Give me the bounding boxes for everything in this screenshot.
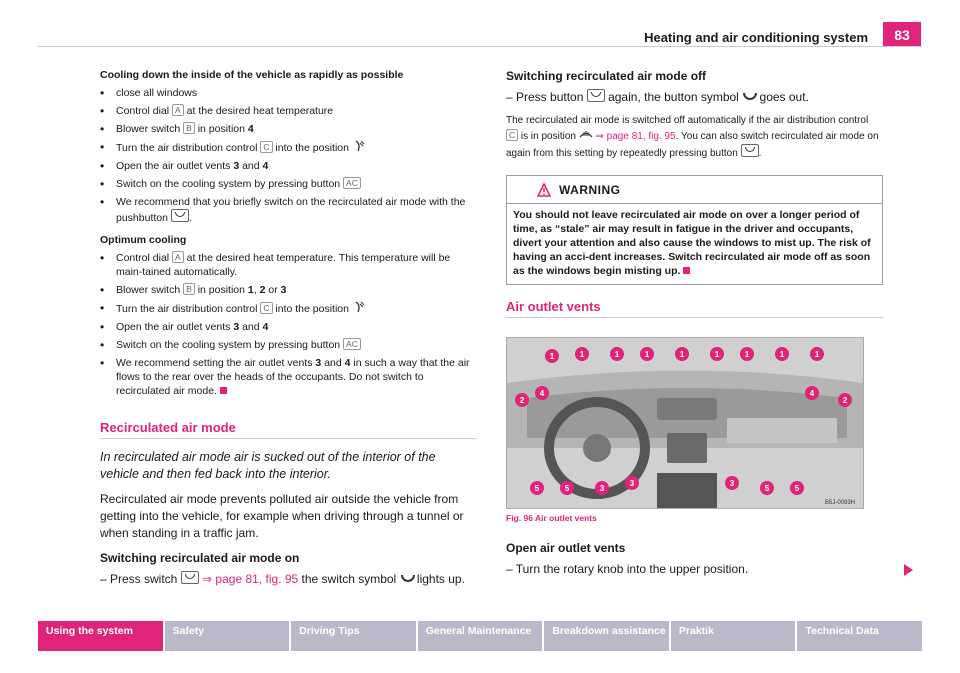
vent-number-badge (530, 481, 544, 495)
svg-text:1: 1 (714, 350, 720, 359)
air-distribution-icon (352, 301, 366, 313)
svg-text:5: 5 (794, 484, 800, 493)
svg-text:5: 5 (764, 484, 770, 493)
svg-text:1: 1 (579, 350, 585, 359)
vent-number-badge (805, 386, 819, 400)
recirculation-button-icon (741, 144, 759, 157)
svg-text:4: 4 (539, 389, 545, 398)
tab-using-the-system[interactable]: Using the system (38, 621, 163, 651)
tab-general-maintenance[interactable]: General Maintenance (418, 621, 543, 651)
figure-caption: Fig. 96 Air outlet vents (506, 513, 597, 523)
header-divider (38, 46, 922, 47)
svg-text:1: 1 (549, 352, 555, 361)
optimum-cooling-heading: Optimum cooling (100, 234, 187, 246)
open-vents-heading: Open air outlet vents (506, 541, 626, 555)
svg-text:3: 3 (629, 479, 635, 488)
control-key-c: C (260, 302, 272, 314)
tab-praktik[interactable]: Praktik (671, 621, 796, 651)
page-header-title: Heating and air conditioning system (644, 30, 868, 45)
svg-text:3: 3 (729, 479, 735, 488)
svg-text:4: 4 (809, 389, 815, 398)
list-item: • Turn the air distribution control C into the position (100, 301, 476, 316)
vent-number-badge (760, 481, 774, 495)
list-item: • We recommend setting the air outlet vents 3 and 4 in such a way that the air flows to the rear over the heads of the occupants. Do not switch to recirculated air mode. (100, 356, 476, 398)
air-outlet-vents-title: Air outlet vents (506, 299, 601, 314)
section-divider (506, 317, 883, 318)
vent-number-badge (725, 476, 739, 490)
list-item: • We recommend that you briefly switch on the recirculated air mode with the pushbutton . (100, 195, 476, 225)
control-key-c: C (260, 141, 272, 153)
vent-number-badge (515, 393, 529, 407)
recirculated-air-title: Recirculated air mode (100, 420, 236, 435)
recirculation-button-icon (171, 209, 189, 222)
tab-driving-tips[interactable]: Driving Tips (291, 621, 416, 651)
recirc-off-step: – Press button again, the button symbol goes out. (506, 90, 809, 104)
recirc-off-heading: Switching recirculated air mode off (506, 69, 707, 83)
page-number: 83 (883, 22, 921, 47)
dashboard-illustration (507, 338, 863, 508)
vent-number-badge (810, 347, 824, 361)
section-divider (100, 438, 476, 439)
control-key-b: B (183, 122, 195, 134)
vent-number-badge (740, 347, 754, 361)
list-item: • Control dial A at the desired heat temperature. This temperature will be main-tained automatically. (100, 251, 476, 279)
left-column (100, 68, 476, 592)
section-end-marker (220, 387, 227, 394)
recirculated-air-intro: In recirculated air mode air is sucked out of the interior of the vehicle and then fed back into the interior. (100, 450, 436, 481)
vent-number-badge (560, 481, 574, 495)
svg-text:5: 5 (534, 484, 540, 493)
recirc-on-heading: Switching recirculated air mode on (100, 551, 300, 565)
vent-number-badge (790, 481, 804, 495)
vent-number-badge (675, 347, 689, 361)
list-item: • close all windows (100, 86, 476, 100)
dashboard-figure (506, 337, 864, 509)
vent-number-badge (625, 476, 639, 490)
recirc-on-step: – Press switch ⇒ page 81, fig. 95 the switch symbol lights up. (100, 572, 465, 586)
vent-number-badge (545, 349, 559, 363)
open-vents-step: – Turn the rotary knob into the upper position. (506, 562, 749, 576)
control-key-ac: AC (343, 338, 361, 350)
svg-text:1: 1 (814, 350, 820, 359)
vent-number-badge (640, 347, 654, 361)
open-vents-section (506, 540, 883, 582)
recirculated-air-body: Recirculated air mode prevents polluted air outside the vehicle from getting into the vehicle, for example when driving through a tunnel or when standing in a traffic jam. (100, 492, 464, 540)
control-key-a: A (172, 251, 184, 263)
control-key-c: C (506, 129, 518, 141)
list-item: • Control dial A at the desired heat temperature (100, 104, 476, 118)
tab-breakdown-assistance[interactable]: Breakdown assistance (544, 621, 669, 651)
auto-off-note: The recirculated air mode is switched off automatically if the air distribution control C is in position ⇒ page 81, fig. 95. You can also switch recirculated air mode on again from this setting by repeatedly pressing button . (506, 115, 879, 159)
right-column (506, 68, 883, 328)
svg-text:5: 5 (564, 484, 570, 493)
list-item: • Blower switch B in position 4 (100, 122, 476, 136)
vent-number-badge (535, 386, 549, 400)
svg-text:3: 3 (599, 484, 605, 493)
tab-safety[interactable]: Safety (165, 621, 290, 651)
recirculation-symbol-icon (742, 92, 756, 101)
vent-number-badge (775, 347, 789, 361)
warning-header: WARNING (507, 176, 882, 204)
warning-box (506, 175, 883, 285)
figure-code: B5J-0093H (825, 500, 856, 506)
section-end-marker (683, 267, 690, 274)
control-key-a: A (172, 104, 184, 116)
recirculation-button-icon (181, 571, 199, 584)
list-item: • Open the air outlet vents 3 and 4 (100, 320, 476, 334)
air-distribution-icon (352, 140, 366, 152)
vent-number-badge (575, 347, 589, 361)
vent-number-badge (595, 481, 609, 495)
list-item: • Turn the air distribution control C into the position (100, 140, 476, 155)
warning-text: You should not leave recirculated air mode on over a longer period of time, as “stale” air may result in fatigue in the driver and occupants, divert your attention and also cause the windows to mist up. The risk of having an acci-dent increases. Switch recirculated air mode off as soon as the windows begin misting up. (513, 209, 871, 277)
cooling-rapid-heading: Cooling down the inside of the vehicle as rapidly as possible (100, 69, 404, 81)
svg-text:2: 2 (842, 396, 848, 405)
vent-number-badge (838, 393, 852, 407)
control-key-b: B (183, 283, 195, 295)
svg-text:1: 1 (644, 350, 650, 359)
windscreen-defrost-icon (579, 128, 593, 140)
footer-nav (38, 621, 922, 651)
recirculation-symbol-icon (400, 574, 414, 583)
svg-text:1: 1 (679, 350, 685, 359)
page-reference-link[interactable]: ⇒ page 81, fig. 95 (202, 572, 299, 586)
control-key-ac: AC (343, 177, 361, 189)
warning-triangle-icon (537, 183, 551, 197)
recirculation-button-icon (587, 89, 605, 102)
svg-text:2: 2 (519, 396, 525, 405)
next-page-arrow-icon[interactable] (904, 564, 913, 576)
vent-number-badge (610, 347, 624, 361)
list-item: • Open the air outlet vents 3 and 4 (100, 159, 476, 173)
vent-number-badge (710, 347, 724, 361)
svg-text:1: 1 (614, 350, 620, 359)
list-item: • Switch on the cooling system by pressing button AC (100, 338, 476, 352)
svg-text:1: 1 (779, 350, 785, 359)
svg-text:1: 1 (744, 350, 750, 359)
list-item: • Switch on the cooling system by pressing button AC (100, 177, 476, 191)
tab-technical-data[interactable]: Technical Data (797, 621, 922, 651)
page-reference-link[interactable]: ⇒ page 81, fig. 95 (595, 131, 676, 142)
list-item: • Blower switch B in position 1, 2 or 3 (100, 283, 476, 297)
